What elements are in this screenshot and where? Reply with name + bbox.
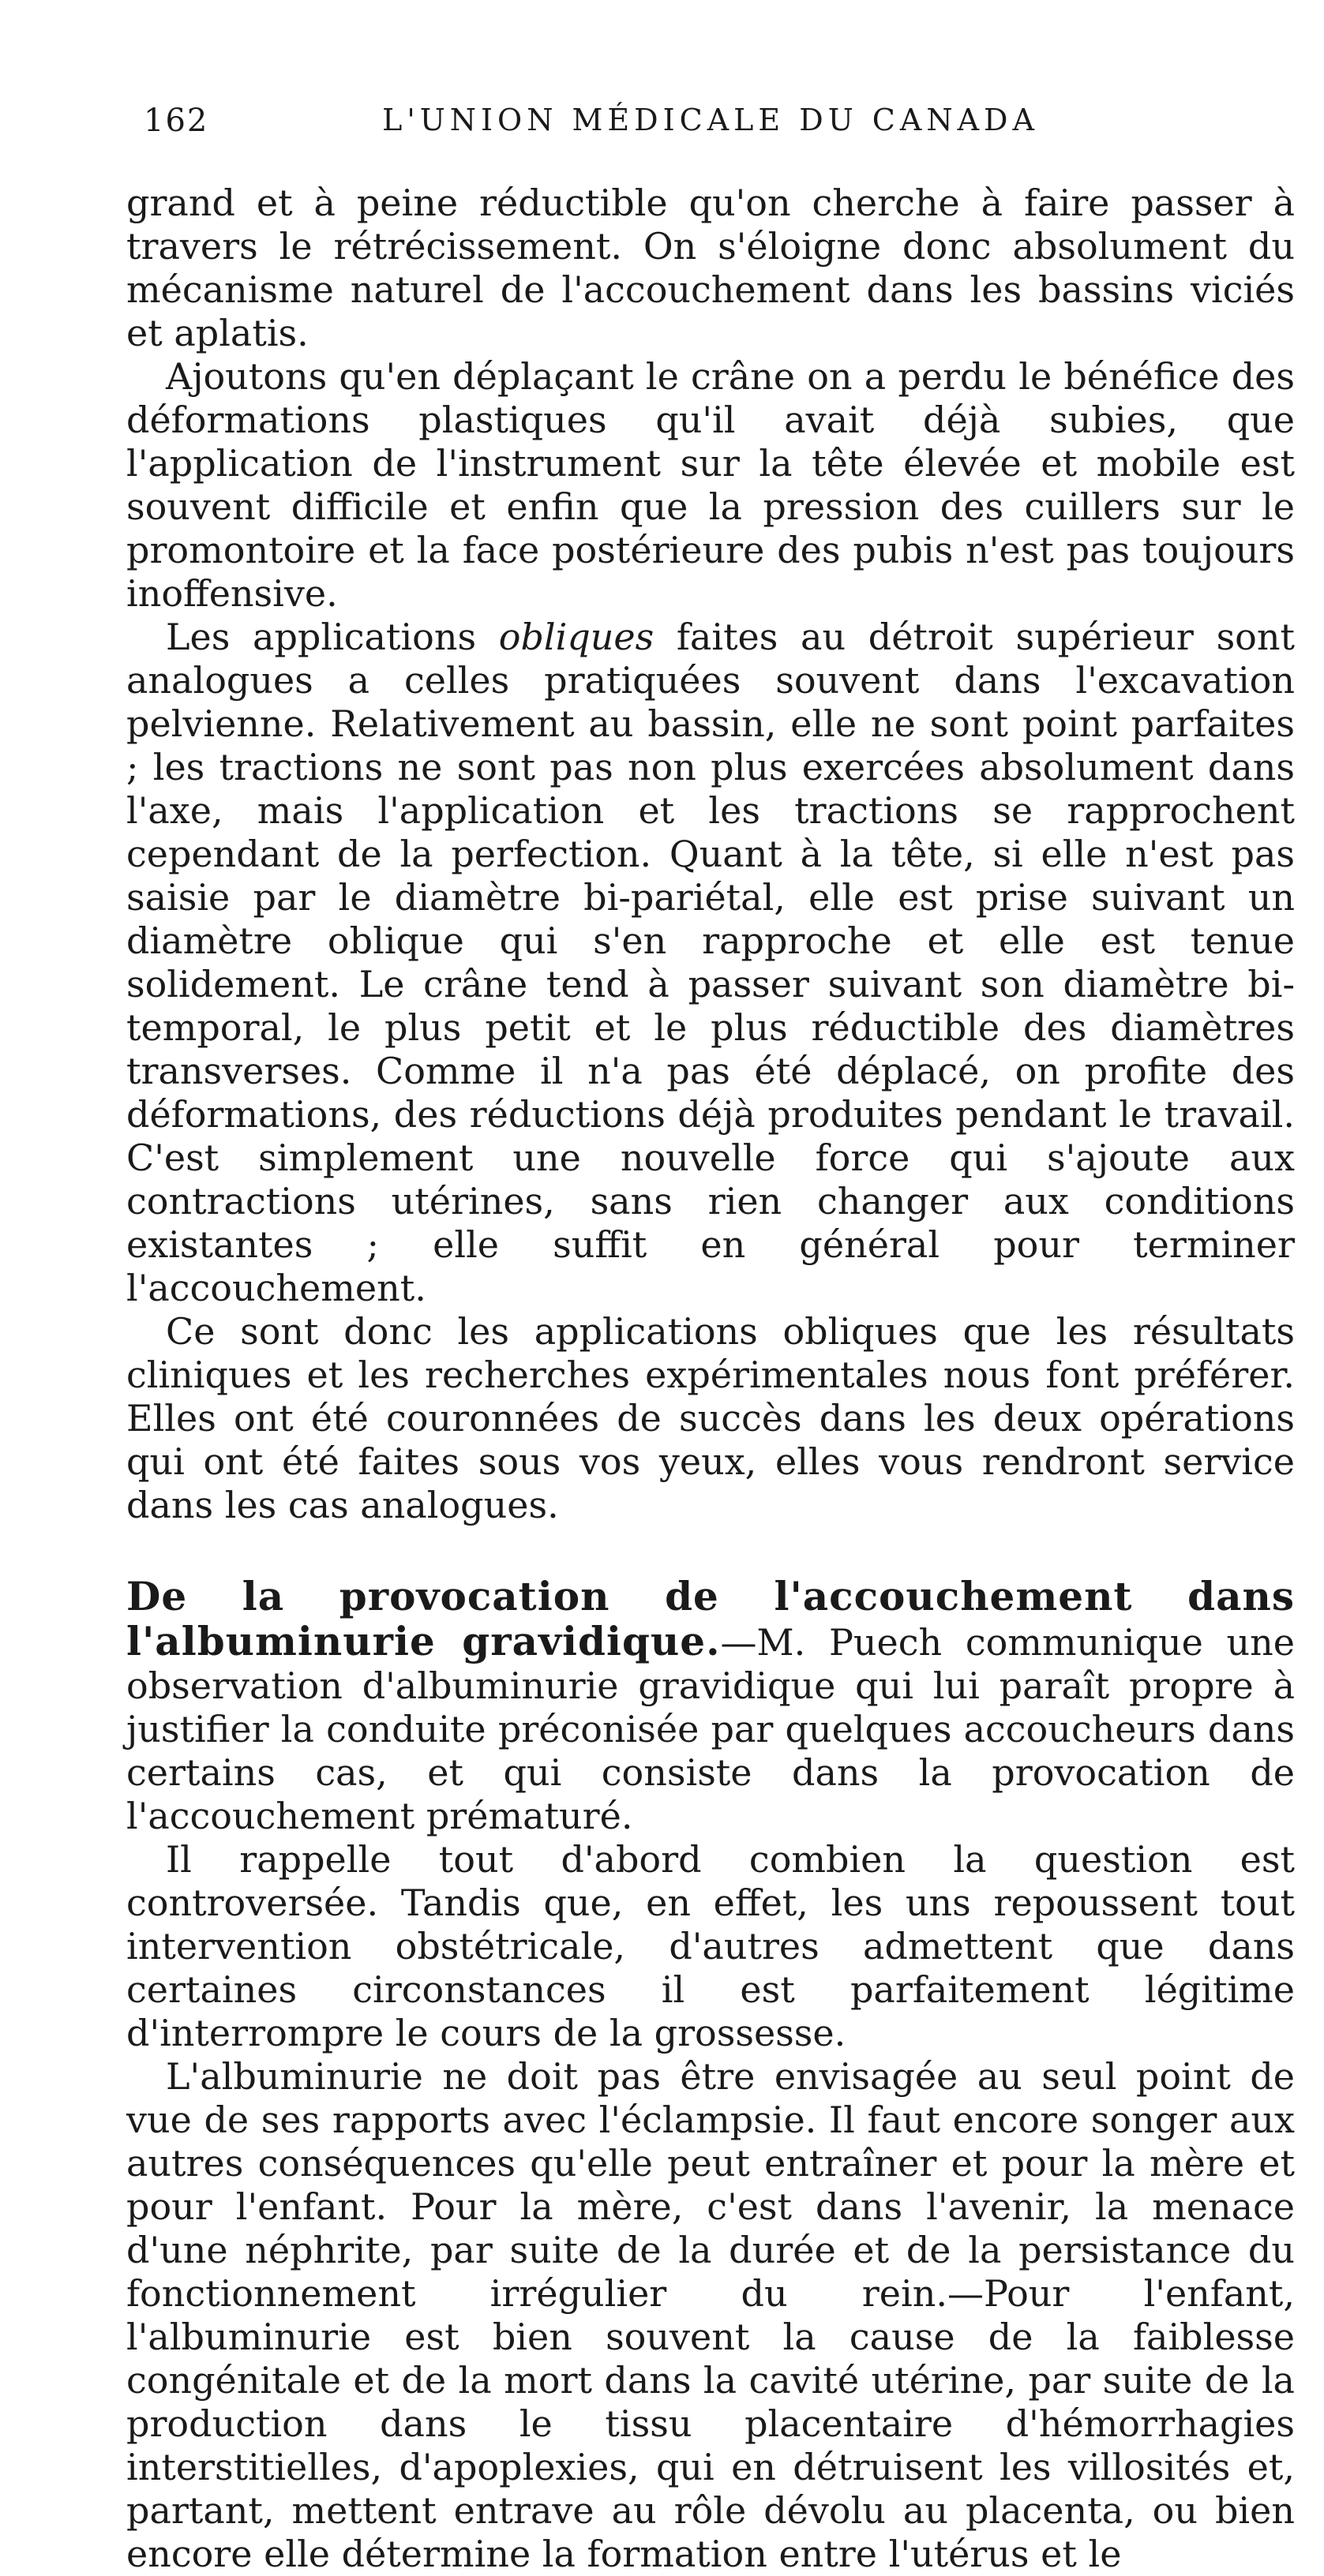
paragraph-section-albuminurie: [126, 1574, 1295, 1838]
paragraph-text: —M. Puech communique une observation d'albuminurie gravidique qui lui paraît propre à justifier la conduite préconisée par quelques accoucheurs dans certains cas, et qui consiste dans la provocation de l'accouchement prématuré.: [126, 1621, 1295, 1837]
paragraph-text-rest: faites au détroit supérieur sont analogues a celles pratiquées souvent dans l'excavation pelvienne. Relativement au bassin, elle ne sont point parfaites ; les tractions ne sont pas non plus exercées absolument dans l'axe, mais l'application et les tractions se rapprochent cependant de la perfection. Quant à la tête, si elle n'est pas saisie par le diamètre bi-pariétal, elle est prise suivant un diamètre oblique qui s'en rapproche et elle est tenue solidement. Le crâne tend à passer suivant son diamètre bi-temporal, le plus petit et le plus réductible des diamètres transverses. Comme il n'a pas été déplacé, on profite des déformations, des réductions déjà produites pendant le travail. C'est simplement une nouvelle force qui s'ajoute aux contractions utérines, sans rien changer aux conditions existantes ; elle suffit en général pour terminer l'accouchement.: [126, 616, 1295, 1309]
page-number: 162: [144, 103, 209, 139]
paragraph-continuation: grand et à peine réductible qu'on cherche à faire passer à travers le rétrécissement. On s'éloigne donc absolument du mécanisme naturel de l'accouchement dans les bassins viciés et aplatis.: [126, 182, 1295, 354]
section-heading: De la provocation de l'accouchement dans l'albuminurie gravidique.: [126, 1573, 1295, 1664]
document-page: [126, 95, 1295, 2575]
paragraph-applications-obliques: [126, 616, 1295, 1310]
journal-title: L'UNION MÉDICALE DU CANADA: [382, 103, 1039, 137]
paragraph-text-start: Les applications: [166, 616, 499, 658]
section-spacer: [126, 1527, 1295, 1574]
paragraph-ajoutons: Ajoutons qu'en déplaçant le crâne on a perdu le bénéfice des déformations plastiques qu'il avait déjà subies, que l'application de l'instrument sur la tête élevée et mobile est souvent difficile et enfin que la pression des cuillers sur le promontoire et la face postérieure des pubis n'est pas toujours inoffensive.: [126, 355, 1295, 615]
paragraph-controverse: Il rappelle tout d'abord combien la question est controversée. Tandis que, en effet, les uns repoussent tout intervention obstétricale, d'autres admettent que dans certaines circonstances il est parfaitement légitime d'interrompre le cours de la grossesse.: [126, 1838, 1295, 2054]
italic-term-obliques: obliques: [498, 616, 654, 658]
running-header: [126, 95, 1295, 150]
paragraph-conclusion: Ce sont donc les applications obliques que les résultats cliniques et les recherches expérimentales nous font préférer. Elles ont été couronnées de succès dans les deux opérations qui ont été faites sous vos yeux, elles vous rendront service dans les cas analogues.: [126, 1310, 1295, 1526]
paragraph-eclampsie: L'albuminurie ne doit pas être envisagée au seul point de vue de ses rapports avec l'éclampsie. Il faut encore songer aux autres conséquences qu'elle peut entraîner et pour la mère et pour l'enfant. Pour la mère, c'est dans l'avenir, la menace d'une néphrite, par suite de la durée et de la persistance du fonctionnement irrégulier du rein.—Pour l'enfant, l'albuminurie est bien souvent la cause de la faiblesse congénitale et de la mort dans la cavité utérine, par suite de la production dans le tissu placentaire d'hémorrhagies interstitielles, d'apoplexies, qui en détruisent les villosités et, partant, mettent entrave au rôle dévolu au placenta, ou bien encore elle détermine la formation entre l'utérus et le: [126, 2055, 1295, 2575]
